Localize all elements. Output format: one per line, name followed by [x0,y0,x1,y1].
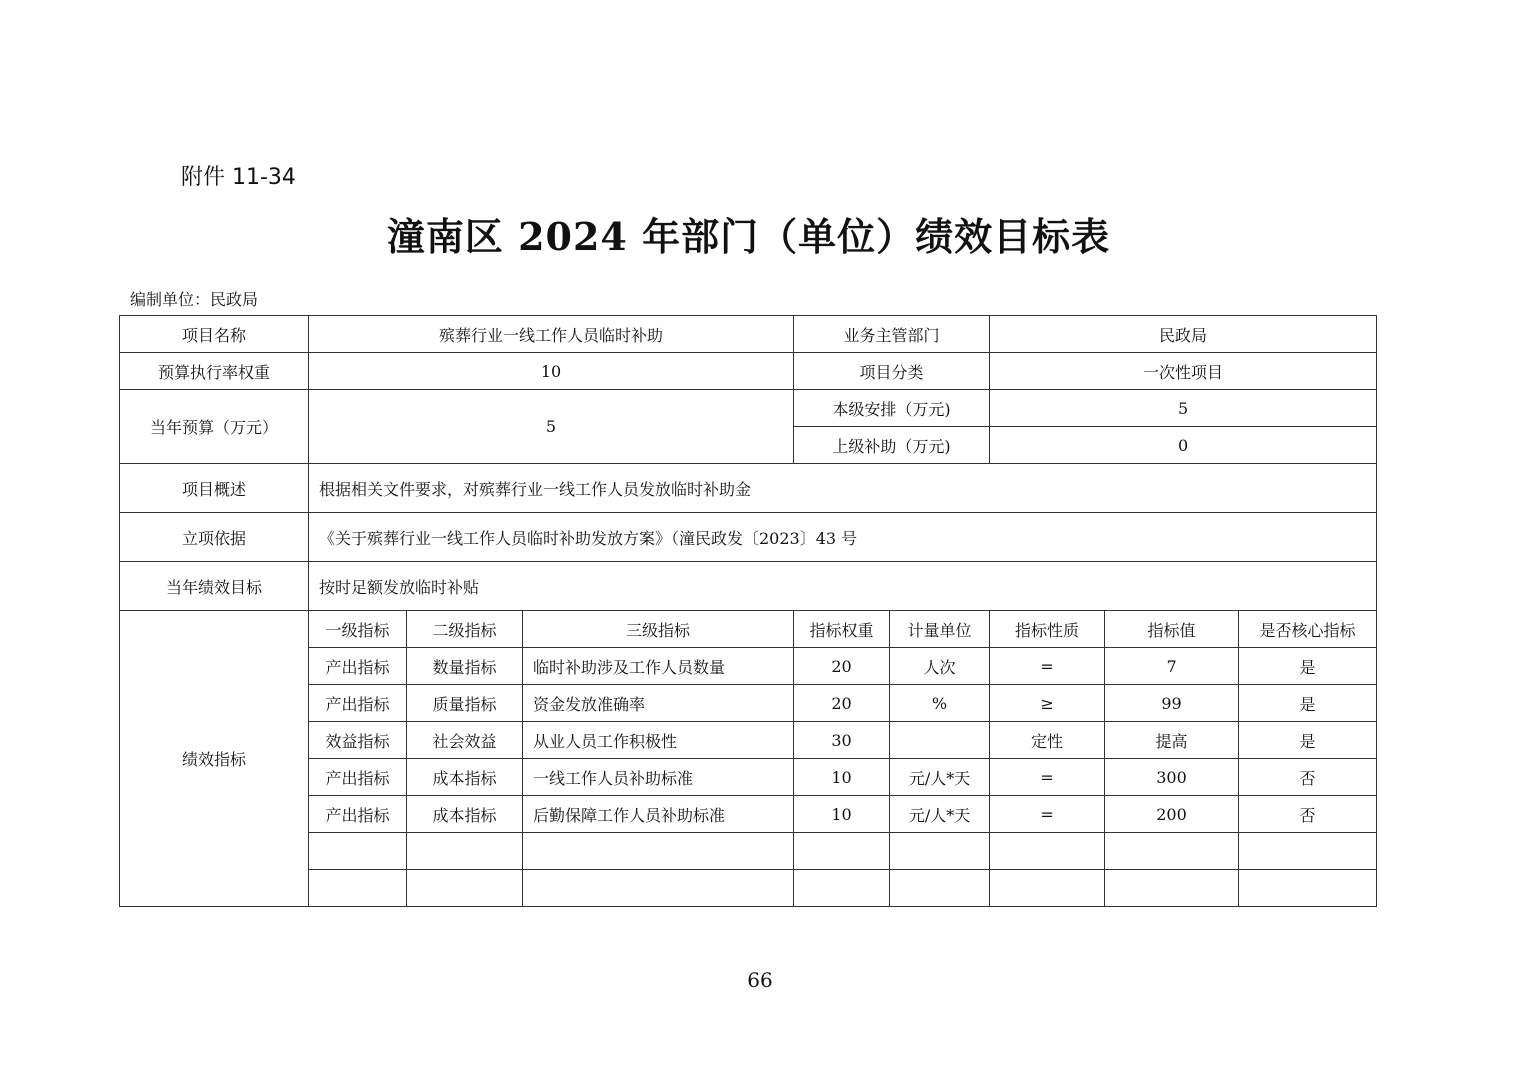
cell-level2 [407,833,523,870]
category-value: 一次性项目 [990,353,1377,390]
cell-unit: 人次 [890,648,990,685]
row-project-name [120,316,1377,353]
cell-core: 是 [1239,722,1377,759]
row-overview [120,464,1377,513]
cell-unit [890,833,990,870]
cell-level2: 数量指标 [407,648,523,685]
indicator-row-empty [120,870,1377,907]
cell-unit: 元/人*天 [890,796,990,833]
local-label: 本级安排（万元) [794,390,990,427]
cell-level3 [523,870,794,907]
row-goal [120,562,1377,611]
header-nature: 指标性质 [990,611,1105,648]
cell-unit [890,870,990,907]
basis-label: 立项依据 [120,513,309,562]
indicator-header-row [120,611,1377,648]
cell-level1: 产出指标 [309,759,407,796]
cell-value [1105,833,1239,870]
upper-label: 上级补助（万元) [794,427,990,464]
header-value: 指标值 [1105,611,1239,648]
cell-unit: 元/人*天 [890,759,990,796]
row-exec-weight [120,353,1377,390]
cell-weight: 20 [794,685,890,722]
goal-label: 当年绩效目标 [120,562,309,611]
cell-core: 否 [1239,796,1377,833]
project-name-value: 殡葬行业一线工作人员临时补助 [309,316,794,353]
budget-value: 5 [309,390,794,464]
performance-table [119,315,1377,907]
cell-value: 200 [1105,796,1239,833]
cell-value: 7 [1105,648,1239,685]
cell-level1: 产出指标 [309,685,407,722]
header-level1: 一级指标 [309,611,407,648]
indicators-section-label: 绩效指标 [120,611,309,907]
cell-weight: 10 [794,759,890,796]
cell-weight: 20 [794,648,890,685]
upper-value: 0 [990,427,1377,464]
cell-nature: ≥ [990,685,1105,722]
cell-level3: 临时补助涉及工作人员数量 [523,648,794,685]
header-level3: 三级指标 [523,611,794,648]
header-unit: 计量单位 [890,611,990,648]
goal-value: 按时足额发放临时补贴 [309,562,1377,611]
cell-core: 是 [1239,685,1377,722]
cell-level2 [407,870,523,907]
cell-weight [794,870,890,907]
cell-value: 99 [1105,685,1239,722]
indicator-row [120,685,1377,722]
cell-level3 [523,833,794,870]
cell-core: 否 [1239,759,1377,796]
cell-level3: 一线工作人员补助标准 [523,759,794,796]
exec-weight-value: 10 [309,353,794,390]
overview-label: 项目概述 [120,464,309,513]
cell-level2: 成本指标 [407,796,523,833]
cell-value [1105,870,1239,907]
cell-core [1239,833,1377,870]
cell-nature [990,870,1105,907]
cell-weight [794,833,890,870]
cell-level1 [309,833,407,870]
indicator-row [120,722,1377,759]
cell-core: 是 [1239,648,1377,685]
budget-label: 当年预算（万元） [120,390,309,464]
cell-nature: = [990,796,1105,833]
cell-unit [890,722,990,759]
cell-level3: 从业人员工作积极性 [523,722,794,759]
cell-nature [990,833,1105,870]
cell-level1 [309,870,407,907]
page-title: 潼南区 2024 年部门（单位）绩效目标表 [386,214,1111,259]
cell-level2: 社会效益 [407,722,523,759]
cell-nature: 定性 [990,722,1105,759]
header-core: 是否核心指标 [1239,611,1377,648]
cell-value: 提高 [1105,722,1239,759]
indicator-row-empty [120,833,1377,870]
cell-level1: 产出指标 [309,648,407,685]
cell-level2: 质量指标 [407,685,523,722]
cell-core [1239,870,1377,907]
header-weight: 指标权重 [794,611,890,648]
annex-label: 附件 11-34 [181,165,296,190]
cell-weight: 10 [794,796,890,833]
header-level2: 二级指标 [407,611,523,648]
project-name-label: 项目名称 [120,316,309,353]
compiling-unit: 编制单位：民政局 [130,290,259,309]
cell-nature: = [990,759,1105,796]
cell-weight: 30 [794,722,890,759]
exec-weight-label: 预算执行率权重 [120,353,309,390]
row-basis [120,513,1377,562]
cell-level2: 成本指标 [407,759,523,796]
cell-level1: 效益指标 [309,722,407,759]
cell-level3: 资金发放准确率 [523,685,794,722]
local-value: 5 [990,390,1377,427]
overview-value: 根据相关文件要求，对殡葬行业一线工作人员发放临时补助金 [309,464,1377,513]
cell-nature: = [990,648,1105,685]
page-number: 66 [747,968,773,992]
row-budget-local [120,390,1377,427]
indicator-row [120,648,1377,685]
dept-value: 民政局 [990,316,1377,353]
cell-level1: 产出指标 [309,796,407,833]
dept-label: 业务主管部门 [794,316,990,353]
cell-level3: 后勤保障工作人员补助标准 [523,796,794,833]
indicator-row [120,759,1377,796]
basis-value: 《关于殡葬行业一线工作人员临时补助发放方案》（潼民政发〔2023〕43 号 [309,513,1377,562]
cell-unit: % [890,685,990,722]
category-label: 项目分类 [794,353,990,390]
cell-value: 300 [1105,759,1239,796]
indicator-row [120,796,1377,833]
